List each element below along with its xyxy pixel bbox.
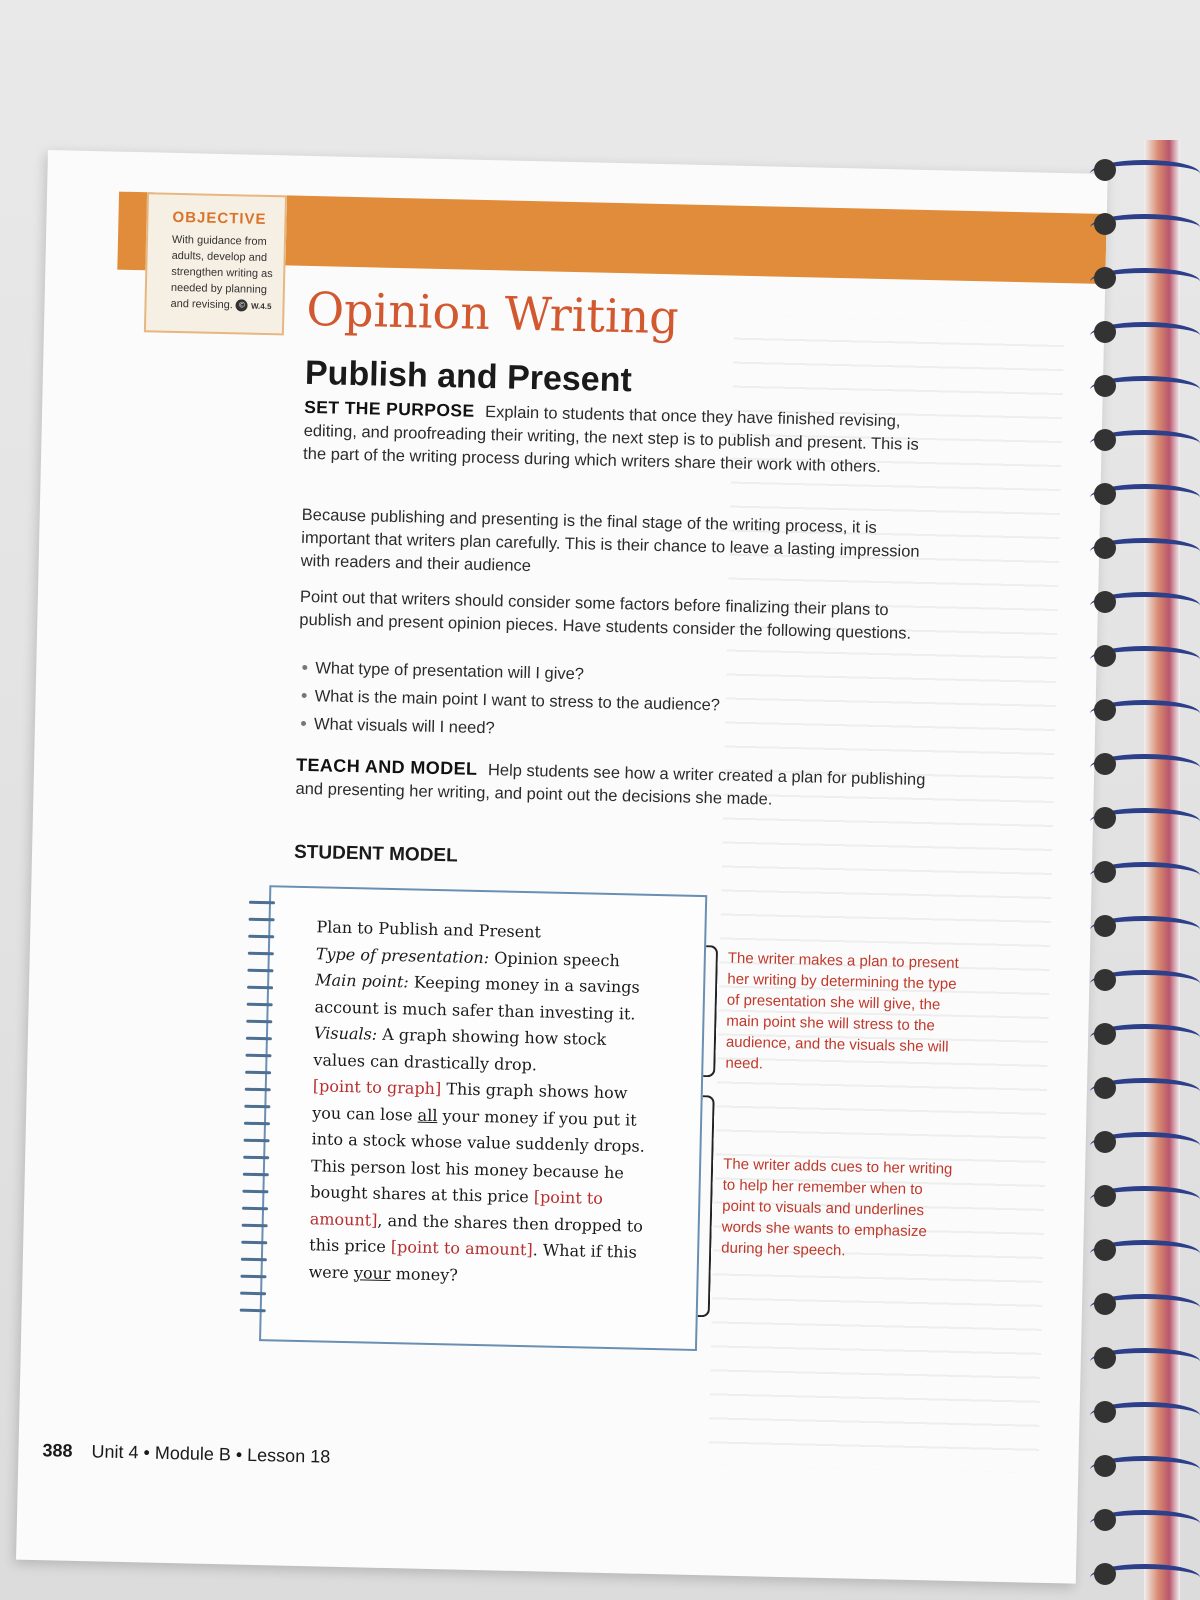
binding-ring — [1090, 1024, 1200, 1051]
punch-hole — [1094, 1185, 1116, 1207]
speech-text: . What if this — [532, 1240, 638, 1262]
bullet-icon — [302, 693, 307, 698]
page-title: Opinion Writing — [305, 281, 680, 345]
spiral-coil — [249, 901, 275, 905]
spiral-coil — [249, 918, 275, 922]
paragraph-factors: Point out that writers should consider some factors before finalizing their plans to publish and present opinion pieces. Have students consider the following questions. — [299, 587, 912, 643]
binding-ring — [1090, 160, 1200, 187]
emphasized-word: all — [417, 1105, 438, 1125]
binding-ring — [1090, 1456, 1200, 1483]
punch-hole — [1094, 969, 1116, 991]
visuals-label: Visuals: — [313, 1023, 378, 1044]
punch-hole — [1094, 591, 1116, 613]
spiral-coil — [245, 1071, 271, 1075]
main-point-value: account is much safer than investing it. — [314, 996, 636, 1024]
speech-cue: [point to amount] — [390, 1237, 533, 1260]
binding-ring — [1090, 1564, 1200, 1591]
speech-cue: [point to graph] — [312, 1076, 442, 1099]
show-through-text — [708, 316, 1064, 1473]
spiral-coil — [243, 1173, 269, 1177]
binding-ring — [1090, 970, 1200, 997]
punch-hole — [1094, 375, 1116, 397]
spiral-coil — [245, 1054, 271, 1058]
binding-ring — [1090, 646, 1200, 673]
speech-text: money? — [395, 1263, 459, 1285]
spiral-coil — [242, 1224, 268, 1228]
type-value: Opinion speech — [494, 947, 620, 970]
spiral-coil — [241, 1241, 267, 1245]
punch-hole — [1094, 483, 1116, 505]
punch-hole — [1094, 159, 1116, 181]
punch-hole — [1094, 429, 1116, 451]
binding-ring — [1090, 538, 1200, 565]
punch-hole — [1094, 267, 1116, 289]
spiral-coil — [247, 969, 273, 973]
objective-title: OBJECTIVE — [172, 208, 267, 228]
punch-hole — [1094, 699, 1116, 721]
orange-header-band — [285, 195, 1106, 284]
binding-ring — [1090, 1240, 1200, 1267]
student-model-heading: STUDENT MODEL — [293, 841, 458, 867]
spiral-coil — [240, 1275, 266, 1279]
main-point-label: Main point: — [315, 970, 409, 992]
binding-ring — [1090, 808, 1200, 835]
lesson-location: Unit 4 • Module B • Lesson 18 — [91, 1441, 331, 1467]
question-list — [297, 654, 919, 752]
punch-hole — [1094, 1023, 1116, 1045]
binding-ring — [1090, 322, 1200, 349]
spiral-coil — [244, 1122, 270, 1126]
binding-ring — [1090, 214, 1200, 241]
paragraph-final-stage: Because publishing and presenting is the final stage of the writing process, it is important that writers plan carefully. This is their chance to leave a lasting impression with readers and their audience — [300, 505, 920, 576]
spiral-coil — [244, 1139, 270, 1143]
speech-text: This graph shows how — [446, 1079, 628, 1103]
binding-ring — [1090, 592, 1200, 619]
spiral-coil — [247, 986, 273, 990]
punch-hole — [1094, 321, 1116, 343]
speech-text: you can lose — [312, 1102, 413, 1125]
visuals-value: A graph showing how stock — [382, 1024, 607, 1049]
punch-hole — [1094, 1401, 1116, 1423]
common-core-icon: © — [236, 299, 248, 311]
punch-hole — [1094, 537, 1116, 559]
binding-ring — [1090, 1402, 1200, 1429]
set-purpose-text: Explain to students that once they have finished revising, editing, and proofreading their writing, the next step is to publish and present. This is the part of the writing process during which writers share their work with others. — [302, 402, 919, 476]
punch-hole — [1094, 645, 1116, 667]
binding-ring — [1090, 376, 1200, 403]
objective-box — [144, 192, 287, 335]
punch-hole — [1094, 213, 1116, 235]
objective-text — [170, 232, 274, 315]
punch-hole — [1094, 1563, 1116, 1585]
binding-ring — [1090, 700, 1200, 727]
punch-hole — [1094, 1239, 1116, 1261]
punch-hole — [1094, 861, 1116, 883]
punch-hole — [1094, 1293, 1116, 1315]
binding-ring — [1090, 1510, 1200, 1537]
spiral-coil — [245, 1088, 271, 1092]
spiral-coil — [247, 1003, 273, 1007]
teach-model-text: Help students see how a writer created a plan for publishing and presenting her writing, and point out the decisions she made. — [295, 761, 926, 809]
standard-code: W.4.5 — [250, 301, 272, 312]
speech-cue: amount] — [309, 1208, 378, 1230]
type-label: Type of presentation: — [315, 943, 490, 967]
speech-text: were — [308, 1261, 350, 1282]
page-number: 388 — [42, 1440, 73, 1461]
emphasized-word: your — [353, 1262, 391, 1283]
spiral-coil — [240, 1292, 266, 1296]
main-point-value: Keeping money in a savings — [413, 972, 640, 997]
margin-note-cues: The writer adds cues to her writing to help her remember when to point to visuals and underlines words she wants to emphasize during her speech. — [721, 1155, 953, 1260]
speech-text: this price — [309, 1235, 387, 1256]
speech-text: into a stock whose value suddenly drops. — [311, 1129, 646, 1156]
speech-text: This person lost his money because he — [310, 1155, 625, 1182]
speech-text: your money if you put it — [442, 1105, 637, 1130]
spiral-binding — [1070, 130, 1200, 1600]
spiral-coil — [246, 1020, 272, 1024]
visuals-value: values can drastically drop. — [313, 1049, 538, 1074]
punch-hole — [1094, 1347, 1116, 1369]
spiral-coil — [248, 935, 274, 939]
brace-icon — [703, 945, 718, 1077]
student-model-text — [308, 914, 696, 1294]
section-title: Publish and Present — [304, 353, 633, 400]
punch-hole — [1094, 753, 1116, 775]
binding-ring — [1090, 1078, 1200, 1105]
binding-ring — [1090, 754, 1200, 781]
speech-text: bought shares at this price — [310, 1182, 529, 1207]
bullet-icon — [301, 721, 306, 726]
set-purpose-lead: SET THE PURPOSE — [304, 396, 475, 421]
workbook-page — [16, 150, 1108, 1584]
teach-model-lead: TEACH AND MODEL — [295, 754, 478, 779]
binding-ring — [1090, 430, 1200, 457]
binding-ring — [1090, 1132, 1200, 1159]
set-purpose-paragraph — [303, 396, 944, 481]
punch-hole — [1094, 915, 1116, 937]
spiral-coil — [241, 1258, 267, 1262]
punch-hole — [1094, 807, 1116, 829]
spiral-coil — [246, 1037, 272, 1041]
spiral-coil — [242, 1207, 268, 1211]
punch-hole — [1094, 1131, 1116, 1153]
question-text: What type of presentation will I give? — [315, 659, 585, 684]
punch-hole — [1094, 1509, 1116, 1531]
binding-ring — [1090, 484, 1200, 511]
page-footer — [42, 1440, 330, 1468]
question-text: What visuals will I need? — [313, 715, 495, 738]
binding-ring — [1090, 862, 1200, 889]
binding-ring — [1090, 1294, 1200, 1321]
binding-ring — [1090, 916, 1200, 943]
margin-note-plan: The writer makes a plan to present her writing by determining the type of presentation she will give, the main point she will stress to the audience, and the visuals she will need. — [725, 949, 959, 1073]
speech-cue: [point to — [533, 1187, 604, 1208]
spiral-coil — [242, 1190, 268, 1194]
spiral-coil — [240, 1309, 266, 1313]
spiral-coil — [248, 952, 274, 956]
binding-ring — [1090, 268, 1200, 295]
question-text: What is the main point I want to stress to the audience? — [314, 687, 721, 715]
notebook-spiral — [233, 901, 283, 1332]
binding-ring — [1090, 1348, 1200, 1375]
punch-hole — [1094, 1455, 1116, 1477]
bullet-icon — [302, 665, 307, 670]
spiral-coil — [244, 1105, 270, 1109]
speech-text: , and the shares then dropped to — [377, 1210, 644, 1236]
model-plan-title: Plan to Publish and Present — [316, 917, 542, 942]
student-model-notebook — [259, 885, 707, 1351]
spiral-coil — [243, 1156, 269, 1160]
objective-body: With guidance from adults, develop and strengthen writing as needed by planning and revising. — [170, 233, 273, 312]
binding-ring — [1090, 1186, 1200, 1213]
punch-hole — [1094, 1077, 1116, 1099]
